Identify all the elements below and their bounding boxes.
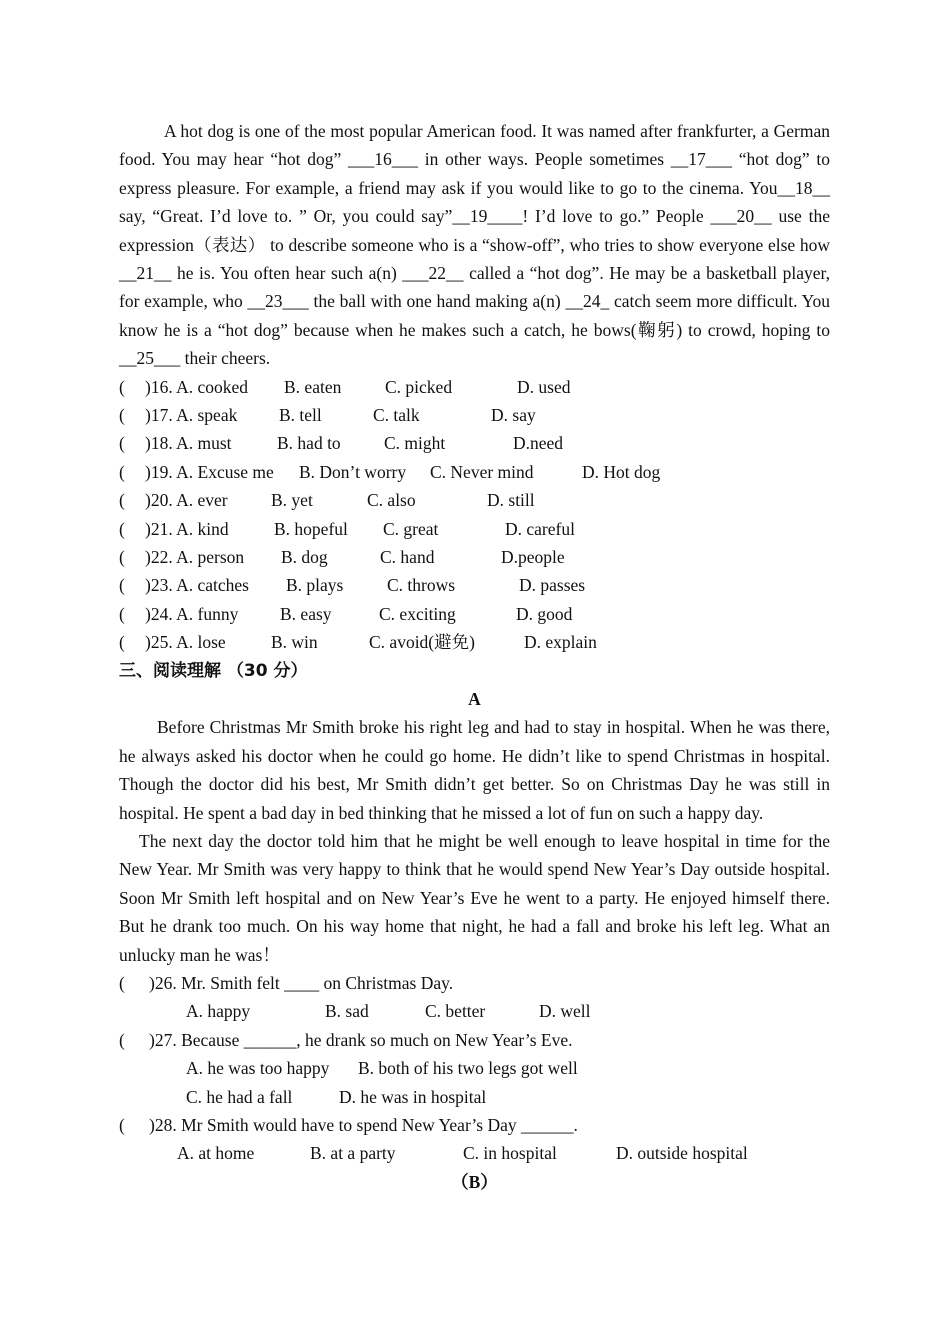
option-c: C. he had a fall: [186, 1086, 293, 1107]
option-a: A. he was too happy: [186, 1058, 330, 1079]
option-d: D. he was in hospital: [339, 1086, 487, 1107]
option-b: B. sad: [325, 1001, 369, 1022]
question-stem: )27. Because ______, he drank so much on New Year’s Eve.: [149, 1029, 573, 1050]
answer-blank: (: [119, 632, 125, 653]
cloze-question-23: [119, 571, 830, 599]
option-d: D. passes: [519, 575, 586, 596]
option-d: D. Hot dog: [582, 461, 661, 482]
option-c: C. avoid(避免): [369, 632, 475, 653]
cloze-passage: A hot dog is one of the most popular American food. It was named after frankfurter, a German food. You may hear “hot dog” ___16___ in other ways. People sometimes __17___ “hot dog” to express pleasure. For example, a friend may ask if you would like to go to the cinema. You__18__ say, “Great. I’d love to. ” Or, you could say”__19____! I’d love to go.” People ___20__ use the expression（表达） to describe someone who is a “show-off”, who tries to show everyone else how __21__ he is. You often hear such a(n) ___22__ called a “hot dog”. He may be a basketball player, for example, who __23___ the ball with one hand making a(n) __24_ catch seem more difficult. You know he is a “hot dog” because when he makes such a catch, he bows(鞠躬) to crowd, hoping to __25___ their cheers.: [119, 121, 830, 369]
option-a: )23. A. catches: [145, 575, 249, 596]
option-d: D. careful: [505, 518, 575, 539]
option-c: C. Never mind: [430, 461, 534, 482]
answer-blank: (: [119, 376, 125, 397]
cloze-question-24: [119, 600, 830, 628]
answer-blank: (: [119, 973, 125, 993]
answer-blank: (: [119, 490, 125, 511]
option-d: D. still: [487, 490, 535, 511]
cloze-question-22: [119, 543, 830, 571]
option-b: B. yet: [271, 490, 313, 511]
answer-blank: (: [119, 518, 125, 539]
answer-blank: (: [119, 433, 125, 454]
section-heading: 三、阅读理解 （30 分）: [119, 660, 308, 681]
option-b: B. Don’t worry: [299, 461, 407, 482]
option-d: D.need: [513, 433, 564, 454]
option-c: C. in hospital: [463, 1143, 557, 1164]
answer-blank: (: [119, 603, 125, 624]
passage-label-a: A: [468, 688, 481, 709]
option-a: )21. A. kind: [145, 518, 229, 539]
option-b: B. easy: [280, 603, 332, 624]
option-d: D. used: [517, 376, 571, 397]
answer-blank: (: [119, 461, 125, 482]
answer-blank: (: [119, 1114, 125, 1135]
option-a: )16. A. cooked: [145, 376, 249, 397]
option-d: D. well: [539, 1001, 591, 1022]
cloze-question-21: [119, 515, 830, 543]
answer-blank: (: [119, 1029, 125, 1050]
option-a: )25. A. lose: [145, 632, 226, 653]
answer-blank: (: [119, 547, 125, 567]
option-c: C. great: [383, 518, 439, 539]
option-b: B. had to: [277, 433, 341, 454]
option-b: B. win: [271, 632, 318, 653]
option-d: D. outside hospital: [616, 1143, 748, 1164]
question-27-options-2: [119, 1083, 830, 1111]
question-stem: )28. Mr Smith would have to spend New Year’s Day ______.: [149, 1114, 578, 1135]
option-d: D. say: [491, 405, 536, 426]
option-a: A. at home: [177, 1143, 255, 1164]
cloze-question-18: [119, 429, 830, 457]
option-a: A. happy: [186, 1001, 251, 1022]
passage-label-b: （B）: [451, 1171, 498, 1192]
question-27-options-1: [119, 1054, 830, 1082]
option-b: B. plays: [286, 575, 344, 596]
option-c: C. picked: [385, 376, 453, 397]
option-d: D.people: [501, 547, 565, 567]
cloze-question-20: [119, 486, 830, 514]
option-c: C. talk: [373, 405, 420, 426]
option-b: B. dog: [281, 547, 328, 567]
answer-blank: (: [119, 405, 125, 426]
option-b: B. tell: [279, 405, 322, 426]
option-a: )18. A. must: [145, 433, 232, 454]
option-a: )24. A. funny: [145, 603, 239, 624]
question-stem: )26. Mr. Smith felt ____ on Christmas Day.: [149, 973, 454, 993]
option-d: D. good: [516, 603, 573, 624]
option-d: D. explain: [524, 632, 597, 653]
option-c: C. also: [367, 490, 416, 511]
question-26: [119, 969, 830, 997]
cloze-question-25: [119, 628, 830, 656]
cloze-question-17: [119, 401, 830, 429]
answer-blank: (: [119, 575, 125, 596]
option-b: B. hopeful: [274, 518, 348, 539]
reading-paragraph-1: Before Christmas Mr Smith broke his right leg and had to stay in hospital. When he was there, he always asked his doctor when he could go home. He didn’t like to spend Christmas in hospital. Though the doctor did his best, Mr Smith didn’t get better. So on Christmas Day he was still in hospital. He spent a bad day in bed thinking that he missed a lot of fun on such a happy day.: [119, 717, 830, 823]
question-28-options: [119, 1139, 830, 1167]
option-b: B. eaten: [284, 376, 342, 397]
option-a: )22. A. person: [145, 547, 245, 567]
option-c: C. might: [384, 433, 446, 454]
option-c: C. hand: [380, 547, 435, 567]
cloze-question-list: [119, 373, 830, 657]
option-b: B. at a party: [310, 1143, 396, 1164]
option-c: C. throws: [387, 575, 456, 596]
question-26-options: [119, 997, 830, 1025]
question-27: [119, 1026, 830, 1054]
option-a: )17. A. speak: [145, 405, 238, 426]
question-28: [119, 1111, 830, 1139]
reading-paragraph-2: The next day the doctor told him that he might be well enough to leave hospital in time for the New Year. Mr Smith was very happy to think that he would spend New Year’s Day outside hospital. Soon Mr Smith left hospital and on New Year’s Eve he went to a party. He enjoyed himself there. But he drank too much. On his way home that night, he had a fall and broke his left leg. What an unlucky man he was！: [119, 830, 830, 965]
option-c: C. exciting: [379, 603, 456, 624]
document-page: [119, 117, 830, 1196]
option-a: )19. A. Excuse me: [145, 461, 274, 482]
option-a: )20. A. ever: [145, 490, 228, 511]
cloze-question-19: [119, 458, 830, 486]
cloze-question-16: [119, 373, 830, 401]
option-c: C. better: [425, 1001, 486, 1022]
option-b: B. both of his two legs got well: [358, 1058, 578, 1079]
